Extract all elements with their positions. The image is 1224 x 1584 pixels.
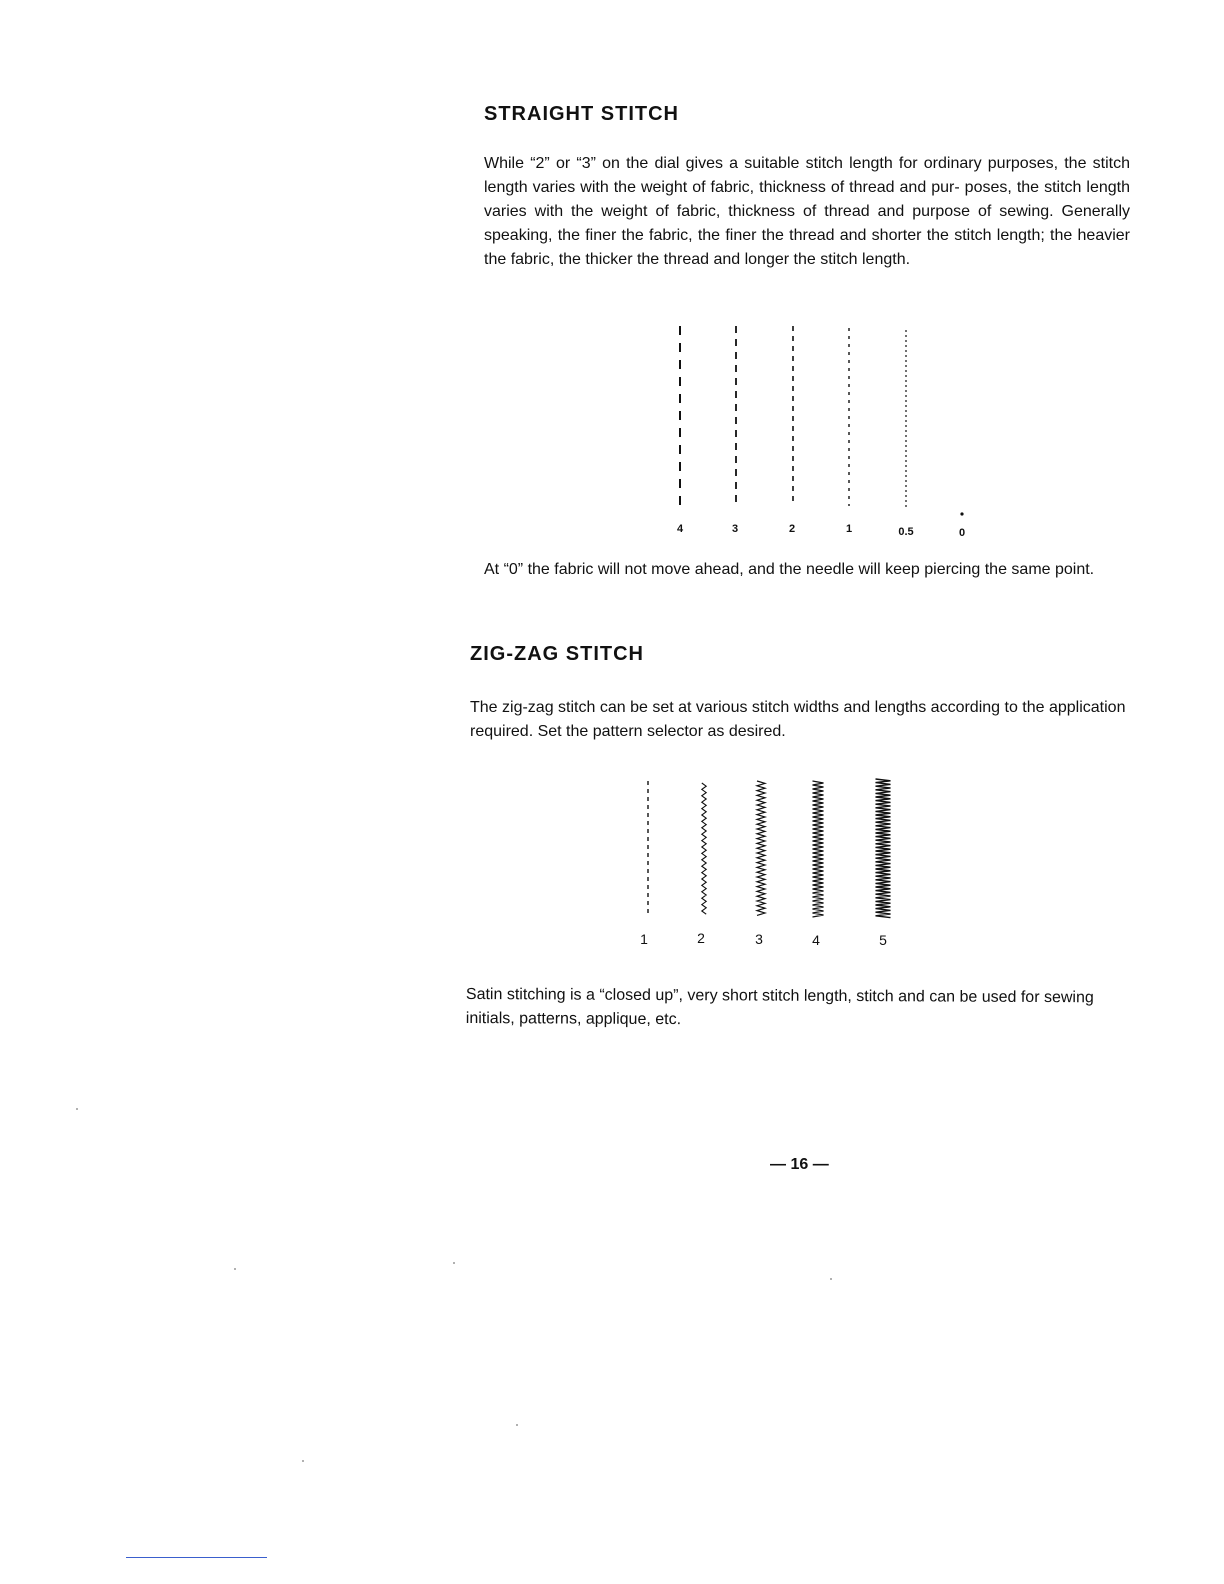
width-label-3: 3: [755, 931, 763, 947]
length-label-2: 2: [788, 523, 796, 535]
scan-speck: [830, 1278, 832, 1280]
zigzag-stitch-heading: ZIG-ZAG STITCH: [470, 643, 644, 665]
width-label-4: 4: [812, 932, 820, 948]
width-label-5: 5: [879, 932, 887, 948]
width-label-2: 2: [697, 930, 705, 946]
zigzag-stitch-width-figure: [620, 775, 920, 955]
satin-stitch-note: Satin stitching is a “closed up”, very short stitch length, stitch and can be used for sewing initials, patterns, applique, etc.: [465, 985, 1094, 1029]
length-label-4: 4: [676, 523, 684, 535]
bottom-edge-rule: [126, 1557, 267, 1558]
zigzag-line-width-5: [876, 779, 891, 918]
scan-speck: [302, 1460, 304, 1462]
straight-stitch-intro: While “2” or “3” on the dial gives a suitable stitch length for ordinary purposes, the stitch length varies with the weight of fabric, thickness of thread and pur- poses, the stitch length varies with the weight of fabric, thickness of thread and purpose of sewing. Generally speaking, the finer the fabric, the finer the thread and shorter the stitch length; the heavier the fabric, the thicker the thread and longer the stitch length.: [484, 155, 1130, 268]
zigzag-line-width-3: [757, 781, 765, 915]
scan-speck: [234, 1268, 236, 1270]
length-label-3: 3: [731, 523, 739, 535]
width-label-1: 1: [640, 931, 648, 947]
straight-stitch-note: At “0” the fabric will not move ahead, and the needle will keep piercing the same point.: [484, 561, 1095, 578]
zigzag-stitch-intro: The zig-zag stitch can be set at various stitch widths and lengths according to the application required. Set the pattern selector as desired.: [470, 699, 1126, 740]
scan-speck: [453, 1262, 455, 1264]
zigzag-line-width-2: [702, 783, 706, 914]
stitch-dot-length-0: [960, 512, 963, 515]
length-label-0-5: 0.5: [898, 526, 914, 538]
length-label-1: 1: [845, 523, 853, 535]
zigzag-line-width-4: [813, 781, 824, 917]
straight-stitch-heading: STRAIGHT STITCH: [484, 103, 679, 125]
length-label-0: 0: [958, 527, 966, 539]
scan-speck: [516, 1424, 518, 1426]
straight-stitch-length-figure: [640, 318, 1000, 548]
scan-speck: [76, 1108, 78, 1110]
page-number: — 16 —: [770, 1156, 829, 1173]
